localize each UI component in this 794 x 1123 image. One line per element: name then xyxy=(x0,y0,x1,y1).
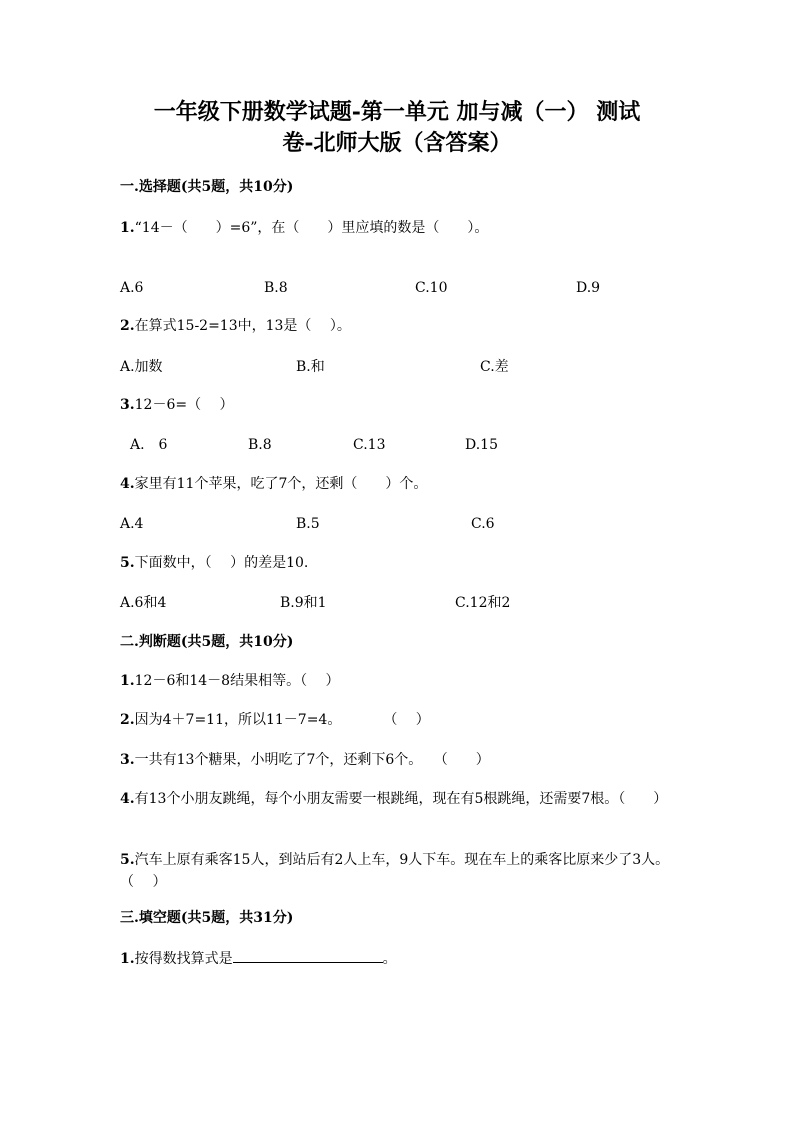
question-text: 12－6=（ ） xyxy=(134,397,234,413)
judgment-question-3 xyxy=(120,749,490,771)
question-number: 1. xyxy=(120,673,135,689)
option-b[interactable]: B.和 xyxy=(296,359,325,375)
question-number: 4. xyxy=(120,791,135,807)
judgment-question-4 xyxy=(120,788,676,810)
section-heading-choice: 一.选择题(共5题，共10分) xyxy=(120,179,294,195)
option-b[interactable]: B.9和1 xyxy=(280,595,327,611)
question-number: 1. xyxy=(120,220,135,236)
question-number: 2. xyxy=(120,318,135,334)
question-number: 5. xyxy=(120,852,135,868)
question-text-end: 。 xyxy=(382,951,397,967)
fill-question-1 xyxy=(120,948,397,970)
judgment-question-2 xyxy=(120,709,430,731)
question-text: 有13个小朋友跳绳，每个小朋友需要一根跳绳，现在有5根跳绳，还需要7根。（ ） xyxy=(134,791,668,807)
section-heading-fill-in: 三.填空题(共5题，共31分) xyxy=(120,910,294,926)
option-c[interactable]: C.13 xyxy=(353,437,386,453)
option-b[interactable]: B.5 xyxy=(296,516,320,532)
option-a[interactable]: A. 6 xyxy=(130,437,168,453)
option-c[interactable]: C.10 xyxy=(415,280,448,296)
option-a[interactable]: A.4 xyxy=(120,516,144,532)
question-number: 4. xyxy=(120,476,135,492)
choice-question-1 xyxy=(120,217,488,239)
choice-question-4 xyxy=(120,473,427,495)
question-text: “14－（ ）=6”，在（ ）里应填的数是（ ）。 xyxy=(134,220,489,236)
section-heading-judgment: 二.判断题(共5题，共10分) xyxy=(120,634,294,650)
choice-question-3 xyxy=(120,394,234,416)
question-number: 1. xyxy=(120,951,135,967)
choice-question-2 xyxy=(120,315,351,337)
answer-blank[interactable] xyxy=(233,948,383,963)
option-c[interactable]: C.12和2 xyxy=(455,595,511,611)
option-a[interactable]: A.6 xyxy=(120,280,144,296)
question-number: 3. xyxy=(120,752,135,768)
question-text: 一共有13个糖果，小明吃了7个，还剩下6个。 （ ） xyxy=(134,752,490,768)
judgment-question-5 xyxy=(120,849,733,893)
choice-question-5 xyxy=(120,552,308,574)
title-line-1: 一年级下册数学试题-第一单元 加与减（一） 测试 xyxy=(153,99,641,125)
question-number: 5. xyxy=(120,555,135,571)
option-b[interactable]: B.8 xyxy=(248,437,272,453)
option-c[interactable]: C.6 xyxy=(471,516,495,532)
question-text: 家里有11个苹果，吃了7个，还剩（ ）个。 xyxy=(134,476,428,492)
title-line-2: 卷-北师大版（含答案） xyxy=(282,130,512,156)
question-text: 按得数找算式是 xyxy=(134,951,233,967)
question-text: 因为4＋7=11，所以11－7=4。 （ ） xyxy=(134,712,430,728)
option-d[interactable]: D.9 xyxy=(576,280,601,296)
question-text: 汽车上原有乘客15人，到站后有2人上车，9人下车。现在车上的乘客比原来少了3人。 （ ） xyxy=(120,852,733,890)
question-text: 12－6和14－8结果相等。（ ） xyxy=(134,673,340,689)
option-a[interactable]: A.加数 xyxy=(120,359,163,375)
question-text: 下面数中，（ ）的差是10. xyxy=(134,555,309,571)
question-text: 在算式15-2=13中，13是（ ）。 xyxy=(134,318,351,334)
option-c[interactable]: C.差 xyxy=(480,359,509,375)
question-number: 3. xyxy=(120,397,135,413)
option-d[interactable]: D.15 xyxy=(465,437,498,453)
question-number: 2. xyxy=(120,712,135,728)
option-b[interactable]: B.8 xyxy=(264,280,288,296)
judgment-question-1 xyxy=(120,670,340,692)
option-a[interactable]: A.6和4 xyxy=(120,595,167,611)
